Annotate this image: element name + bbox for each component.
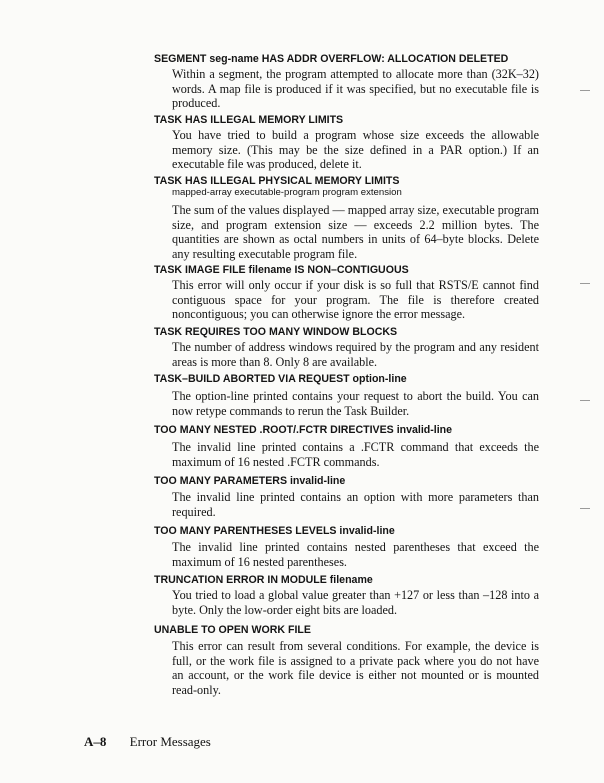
- margin-mark: [580, 400, 590, 401]
- error-heading: TOO MANY PARAMETERS invalid-line: [154, 475, 346, 487]
- error-heading: TOO MANY PARENTHESES LEVELS invalid-line: [154, 525, 395, 537]
- error-description: The invalid line printed contains a .FCTR command that exceeds the maximum of 16 nested .FCTR commands.: [172, 440, 539, 469]
- error-description: The invalid line printed contains nested parentheses that exceed the maximum of 16 nested parentheses.: [172, 540, 539, 569]
- error-heading: TASK IMAGE FILE filename IS NON–CONTIGUOUS: [154, 264, 409, 276]
- error-description: The sum of the values displayed — mapped array size, executable program size, and program extension size — exceeds 2.2 million bytes. The quantities are shown as octal numbers in units of 64–byte blocks. Delete any resulting executable program file.: [172, 203, 539, 261]
- error-heading: TASK HAS ILLEGAL MEMORY LIMITS: [154, 114, 344, 126]
- error-description: This error will only occur if your disk is so full that RSTS/E cannot find contiguous space for your program. The file is therefore created noncontiguous; you can otherwise ignore the error message.: [172, 278, 539, 322]
- error-description: Within a segment, the program attempted to allocate more than (32K–32) words. A map file is produced if it was specified, but no executable file is produced.: [172, 67, 539, 111]
- page-number: A–8: [84, 734, 107, 749]
- margin-mark: [580, 90, 590, 91]
- margin-mark: [580, 283, 590, 284]
- error-heading: TASK REQUIRES TOO MANY WINDOW BLOCKS: [154, 326, 398, 338]
- section-title: Error Messages: [129, 734, 211, 749]
- error-description: You tried to load a global value greater than +127 or less than –128 into a byte. Only the low-order eight bits are loaded.: [172, 588, 539, 617]
- error-heading: TOO MANY NESTED .ROOT/.FCTR DIRECTIVES invalid-line: [154, 424, 453, 436]
- error-description: This error can result from several conditions. For example, the device is full, or the work file is assigned to a private pack where you do not have an account, or the work file device is either not mounted or is mounted read-only.: [172, 639, 539, 697]
- error-heading: TASK–BUILD ABORTED VIA REQUEST option-line: [154, 373, 407, 385]
- error-description: The invalid line printed contains an option with more parameters than required.: [172, 490, 539, 519]
- error-heading: TRUNCATION ERROR IN MODULE filename: [154, 574, 373, 586]
- error-heading: TASK HAS ILLEGAL PHYSICAL MEMORY LIMITS: [154, 175, 400, 187]
- error-heading: UNABLE TO OPEN WORK FILE: [154, 624, 311, 636]
- error-description: The number of address windows required by the program and any resident areas is more than 8. Only 8 are available.: [172, 340, 539, 369]
- error-description: You have tried to build a program whose size exceeds the allowable memory size. (This may be the size defined in a PAR option.) If an executable file was produced, delete it.: [172, 128, 539, 172]
- error-description: The option-line printed contains your request to abort the build. You can now retype commands to rerun the Task Builder.: [172, 389, 539, 418]
- margin-mark: [580, 508, 590, 509]
- page-footer: [84, 734, 211, 750]
- error-heading: SEGMENT seg-name HAS ADDR OVERFLOW: ALLOCATION DELETED: [154, 53, 509, 65]
- error-subheading: mapped-array executable-program program extension: [172, 187, 402, 198]
